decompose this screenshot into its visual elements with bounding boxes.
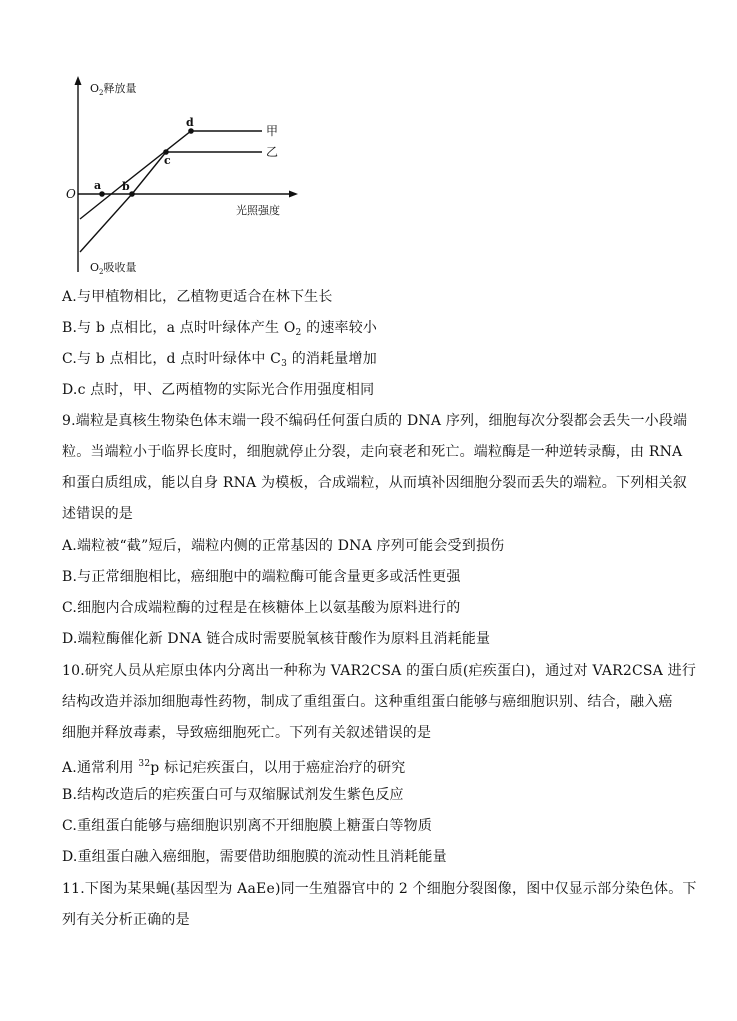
q9-option-b: B.与正常细胞相比，癌细胞中的端粒酶可能含量更多或活性更强	[62, 569, 461, 585]
curve-jia-label: 甲	[266, 124, 279, 138]
point-c-label: c	[164, 154, 171, 167]
point-b-dot	[129, 191, 135, 197]
origin-label: O	[66, 187, 76, 201]
point-a-label: a	[94, 179, 102, 192]
q10-option-a: A.通常利用 $^{32}$p 标记疟疾蛋白，以用于癌症治疗的研究	[62, 759, 406, 776]
q9-stem-line4: 述错误的是	[62, 506, 133, 522]
q9-stem-line2: 粒。当端粒小于临界长度时，细胞就停止分裂，走向衰老和死亡。端粒酶是一种逆转录酶，由 RNA	[62, 444, 683, 460]
q10-option-b: B.结构改造后的疟疾蛋白可与双缩脲试剂发生紫色反应	[62, 787, 404, 803]
x-axis-label: 光照强度	[236, 204, 280, 217]
q8-option-c: C.与 b 点相比，d 点时叶绿体中 $C_3$ 的消耗量增加	[62, 351, 377, 369]
q9-stem-line3: 和蛋白质组成，能以自身 RNA 为模板，合成端粒，从而填补因细胞分裂而丢失的端粒。下列相关叙	[62, 475, 687, 491]
q10-option-d: D.重组蛋白融入癌细胞，需要借助细胞膜的流动性且消耗能量	[62, 849, 447, 865]
y-bottom-label: $O_2$吸收量	[90, 261, 137, 276]
q10-stem-line2: 结构改造并添加细胞毒性药物，制成了重组蛋白。这种重组蛋白能够与癌细胞识别、结合，融入癌	[62, 694, 673, 710]
q8-option-b: B.与 b 点相比，a 点时叶绿体产生 $O_2$ 的速率较小	[62, 320, 378, 338]
x-axis-arrow	[289, 191, 298, 198]
y-top-label: $O_2$释放量	[90, 82, 137, 97]
point-b-label: b	[122, 180, 130, 193]
point-d-dot	[188, 128, 194, 134]
q9-option-a: A.端粒被“截”短后，端粒内侧的正常基因的 DNA 序列可能会受到损伤	[62, 538, 505, 554]
q11-stem-line1: 11.下图为某果蝇(基因型为 AaEe)同一生殖器官中的 2 个细胞分裂图像，图中仅显示部分染色体。下	[62, 881, 697, 897]
q10-option-c: C.重组蛋白能够与癌细胞识别离不开细胞膜上糖蛋白等物质	[62, 818, 433, 834]
q10-stem-line3: 细胞并释放毒素，导致癌细胞死亡。下列有关叙述错误的是	[62, 725, 432, 741]
y-axis-arrow	[75, 76, 82, 85]
q8-option-a: A.与甲植物相比，乙植物更适合在林下生长	[62, 289, 333, 305]
q11-stem-line2: 列有关分析正确的是	[62, 912, 190, 928]
curve-yi-label: 乙	[266, 145, 279, 159]
curve-jia	[80, 131, 262, 219]
q10-stem-line1: 10.研究人员从疟原虫体内分离出一种称为 VAR2CSA 的蛋白质(疟疾蛋白)，通过对 VAR2CSA 进行	[62, 663, 697, 679]
point-a-dot	[99, 191, 105, 197]
q9-stem-line1: 9.端粒是真核生物染色体末端一段不编码任何蛋白质的 DNA 序列，细胞每次分裂都会丢失一小段端	[62, 413, 688, 429]
point-d-label: d	[186, 116, 194, 129]
o2-light-graph	[66, 72, 400, 282]
q9-option-d: D.端粒酶催化新 DNA 链合成时需要脱氧核苷酸作为原料且消耗能量	[62, 631, 491, 647]
q9-option-c: C.细胞内合成端粒酶的过程是在核糖体上以氨基酸为原料进行的	[62, 600, 461, 616]
curve-yi	[80, 152, 262, 252]
q8-option-d: D.c 点时，甲、乙两植物的实际光合作用强度相同	[62, 382, 375, 398]
